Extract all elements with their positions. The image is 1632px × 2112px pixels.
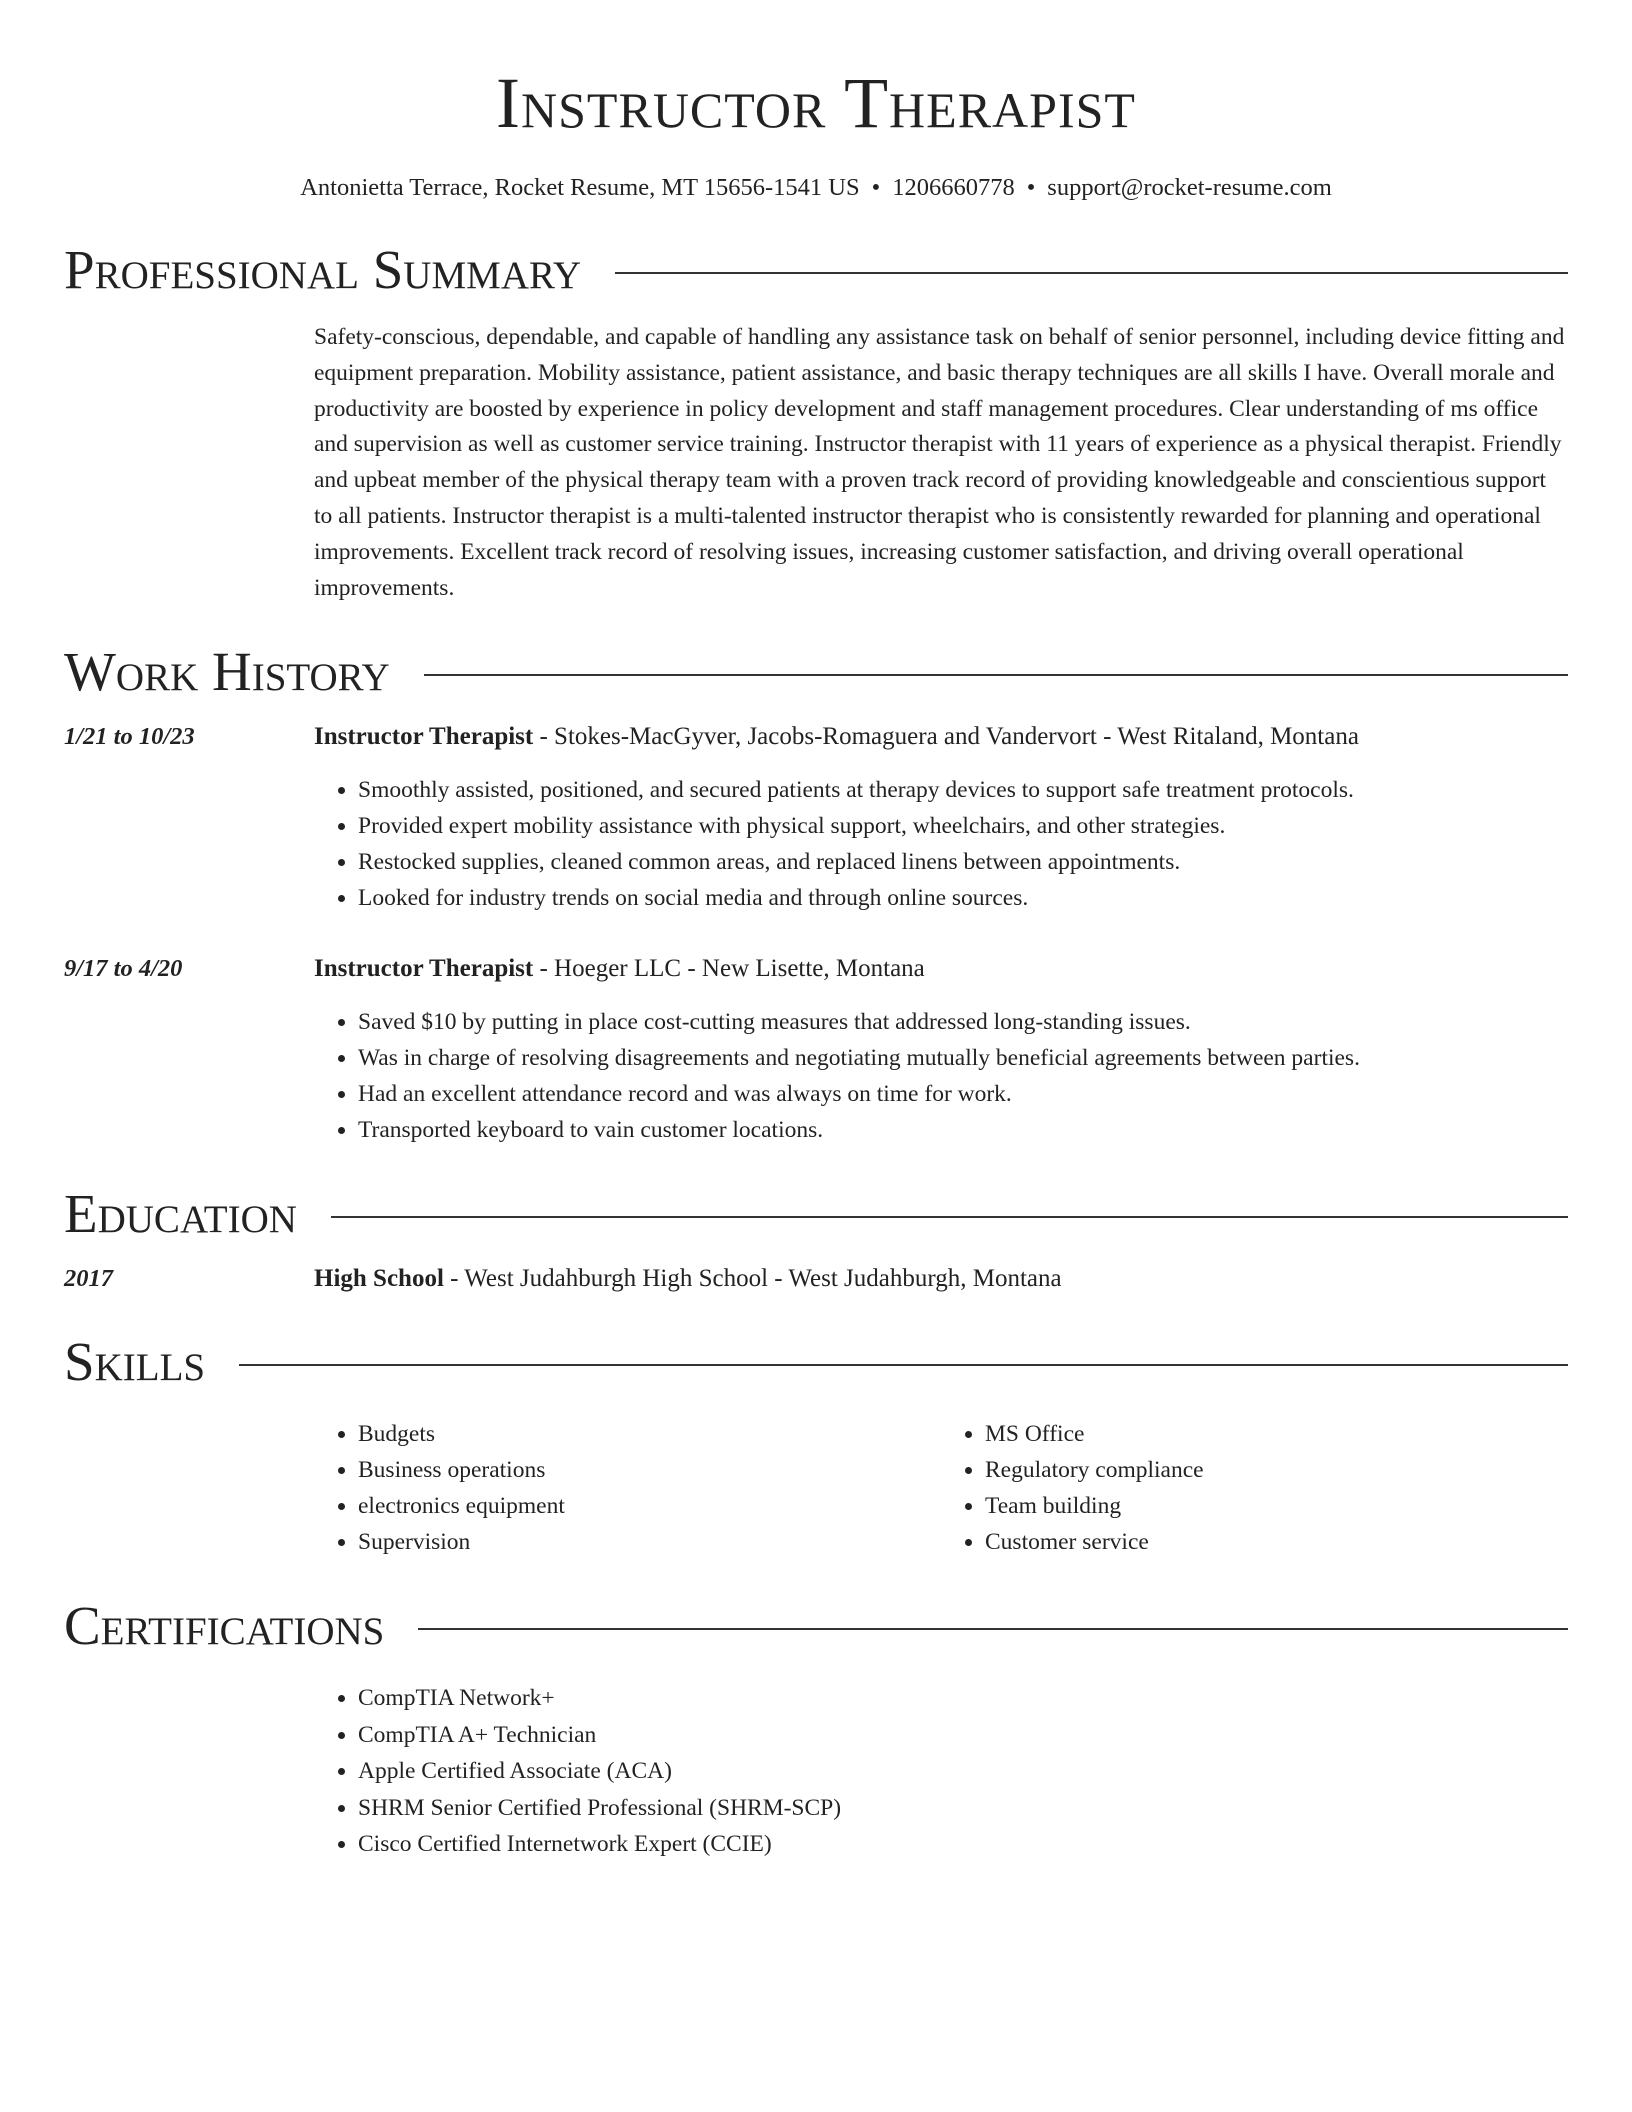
section-heading: Skills	[64, 1331, 206, 1393]
section-work-header	[64, 640, 1568, 704]
education-year: 2017	[64, 1265, 113, 1293]
section-certifications-header	[64, 1594, 1568, 1658]
section-divider	[331, 1216, 1568, 1218]
contact-phone: 1206660778	[892, 174, 1015, 201]
job-details: - Stokes-MacGyver, Jacobs-Romaguera and Vandervort - West Ritaland, Montana	[533, 723, 1359, 751]
contact-line	[64, 172, 1568, 204]
section-education-header	[64, 1182, 1568, 1246]
list-item: • SHRM Senior Certified Professional (SHRM-SCP)	[358, 1790, 1568, 1827]
job-dates: 9/17 to 4/20	[64, 955, 183, 983]
job-dates: 1/21 to 10/23	[64, 723, 195, 751]
job-bullets	[314, 1004, 1568, 1148]
list-item: • CompTIA A+ Technician	[358, 1717, 1568, 1754]
list-item: • CompTIA Network+	[358, 1680, 1568, 1717]
list-item: • Apple Certified Associate (ACA)	[358, 1753, 1568, 1790]
skills-columns	[314, 1416, 1568, 1560]
list-item: • Customer service	[985, 1524, 1568, 1560]
job-entry	[64, 720, 1568, 916]
contact-separator: •	[1026, 174, 1036, 201]
contact-email: support@rocket-resume.com	[1047, 174, 1332, 201]
list-item: • Was in charge of resolving disagreements and negotiating mutually beneficial agreements between parties.	[358, 1040, 1568, 1076]
list-item: • Had an excellent attendance record and was always on time for work.	[358, 1076, 1568, 1112]
list-item: • electronics equipment	[358, 1488, 941, 1524]
contact-address: Antonietta Terrace, Rocket Resume, MT 15656-1541 US	[300, 174, 860, 201]
section-divider	[239, 1364, 1568, 1366]
section-skills-header	[64, 1330, 1568, 1394]
skills-list-right	[941, 1416, 1568, 1560]
education-degree: High School	[314, 1265, 444, 1293]
job-bullets	[314, 772, 1568, 916]
section-heading: Certifications	[64, 1595, 385, 1657]
job-title-line	[314, 952, 1568, 986]
education-details: - West Judahburgh High School - West Judahburgh, Montana	[443, 1265, 1062, 1293]
job-body	[314, 720, 1568, 916]
list-item: • Transported keyboard to vain customer locations.	[358, 1112, 1568, 1148]
job-title: Instructor Therapist	[314, 955, 534, 983]
section-heading: Education	[64, 1183, 297, 1245]
list-item: • Restocked supplies, cleaned common areas, and replaced linens between appointments.	[358, 844, 1568, 880]
certifications-list	[314, 1680, 1568, 1863]
section-divider	[615, 272, 1568, 274]
job-body	[314, 952, 1568, 1148]
list-item: • Supervision	[358, 1524, 941, 1560]
list-item: • Provided expert mobility assistance with physical support, wheelchairs, and other strategies.	[358, 808, 1568, 844]
list-item: • Regulatory compliance	[985, 1452, 1568, 1488]
job-title: Instructor Therapist	[314, 723, 534, 751]
education-title-line	[314, 1262, 1568, 1296]
section-divider	[424, 674, 1568, 676]
job-details: - Hoeger LLC - New Lisette, Montana	[533, 955, 925, 983]
section-heading: Work History	[64, 641, 390, 703]
education-entry	[64, 1262, 1568, 1296]
list-item: • Saved $10 by putting in place cost-cutting measures that addressed long-standing issues.	[358, 1004, 1568, 1040]
section-summary-header	[64, 238, 1568, 302]
list-item: • Business operations	[358, 1452, 941, 1488]
summary-text: Safety-conscious, dependable, and capable of handling any assistance task on behalf of senior personnel, including device fitting and equipment preparation. Mobility assistance, patient assistance, and basic therapy techniques are all skills I have. Overall morale and productivity are boosted by experience in policy development and staff management procedures. Clear understanding of ms office and supervision as well as customer service training. Instructor therapist with 11 years of experience as a physical therapist. Friendly and upbeat member of the physical therapy team with a proven track record of providing knowledgeable and conscientious support to all patients. Instructor therapist is a multi-talented instructor therapist who is consistently rewarded for planning and operational improvements. Excellent track record of resolving issues, increasing customer satisfaction, and driving overall operational improvements.	[314, 324, 1565, 601]
section-divider	[418, 1628, 1568, 1630]
list-item: • Budgets	[358, 1416, 941, 1452]
job-title-line	[314, 720, 1568, 754]
skills-list-left	[314, 1416, 941, 1560]
resume-name: Instructor Therapist	[496, 63, 1136, 143]
list-item: • Team building	[985, 1488, 1568, 1524]
list-item: • Looked for industry trends on social media and through online sources.	[358, 880, 1568, 916]
job-entry	[64, 952, 1568, 1148]
list-item: • Smoothly assisted, positioned, and secured patients at therapy devices to support safe treatment protocols.	[358, 772, 1568, 808]
list-item: • Cisco Certified Internetwork Expert (CCIE)	[358, 1826, 1568, 1863]
certifications-block	[314, 1680, 1568, 1863]
list-item: • MS Office	[985, 1416, 1568, 1452]
contact-separator: •	[871, 174, 881, 201]
education-body	[314, 1262, 1568, 1296]
section-heading: Professional Summary	[64, 239, 582, 300]
